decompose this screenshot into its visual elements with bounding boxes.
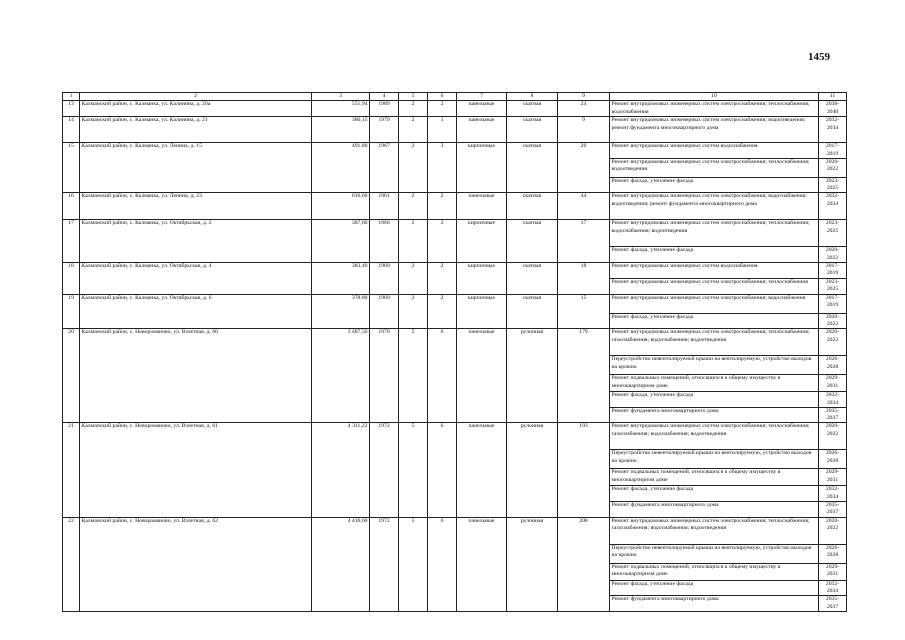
record-number: 20 [63,329,80,423]
total-area: 551,94 [312,101,370,117]
column-number-row [63,93,847,101]
repair-period: 2026-2028 [819,450,847,469]
entrances-count: 2 [428,294,457,329]
repair-period: 2023-2025 [819,220,847,247]
repair-work: Ремонт внутридомовых инженерных систем электроснабжения; водоснабжения [610,294,819,313]
header-cell: 6 [428,93,457,101]
roof-type: скатная [507,193,558,220]
repair-period: 2038-2040 [819,101,847,117]
residents-count: 208 [558,517,610,611]
repair-work: Ремонт внутридомовых инженерных систем водоснабжения [610,143,819,159]
build-year: 1972 [370,423,399,517]
residents-count: 17 [558,220,610,263]
repair-period: 2026-2028 [819,356,847,375]
wall-material: панельные [457,329,507,423]
repair-work: Ремонт подвальных помещений, относящихся к общему имуществу в многоквартирном доме [610,563,819,580]
entrances-count: 2 [428,263,457,295]
repair-work: Ремонт фасада, утепление фасада [610,580,819,596]
repair-period: 2035-2037 [819,502,847,518]
repair-work: Ремонт фундамента многоквартирного дома [610,596,819,612]
roof-type: скатная [507,117,558,143]
floors-count: 5 [399,329,428,423]
repair-work: Ремонт фундамента многоквартирного дома [610,502,819,518]
record-number: 15 [63,143,80,193]
entrances-count: 3 [428,143,457,193]
total-area: 3 487,50 [312,329,370,423]
repair-work: Ремонт внутридомовых инженерных систем электроснабжения; теплоснабжения; газоснабжения; водоснабжения; водоотведения [610,423,819,450]
header-cell: 7 [457,93,507,101]
residents-count: 18 [558,263,610,295]
record-number: 17 [63,220,80,263]
house-address: Калманский район, с. Калманка, ул. Калинина, д. 21 [80,117,312,143]
record-number: 16 [63,193,80,220]
repair-period: 2020-2022 [819,247,847,263]
house-address: Калманский район, с. Калманка, ул. Калинина, д. 20а [80,101,312,117]
repair-period: 2017-2019 [819,294,847,313]
table-row [63,193,847,220]
table-row [63,101,847,117]
entrances-count: 6 [428,517,457,611]
header-cell: 8 [507,93,558,101]
header-cell: 11 [819,93,847,101]
build-year: 1989 [370,101,399,117]
table-row [63,329,847,356]
repair-work: Ремонт внутридомовых инженерных систем водоснабжения [610,263,819,279]
repair-work: Ремонт фасада, утепление фасада [610,247,819,263]
repair-work: Ремонт фасада, утепление фасада [610,486,819,502]
build-year: 1967 [370,143,399,193]
repair-work: Переустройство невентилируемой крыши на вентилируемую, устройство выходов на кровлю [610,544,819,563]
floors-count: 2 [399,193,428,220]
build-year: 1970 [370,329,399,423]
repair-period: 2017-2019 [819,143,847,159]
repair-period: 2032-2034 [819,392,847,408]
repair-period: 2020-2022 [819,313,847,329]
record-number: 22 [63,517,80,611]
roof-type: скатная [507,101,558,117]
repair-period: 2026-2028 [819,544,847,563]
total-area: 491,80 [312,143,370,193]
repair-period: 2032-2034 [819,117,847,143]
record-number: 13 [63,101,80,117]
header-cell: 10 [610,93,819,101]
repair-work: Ремонт подвальных помещений, относящихся к общему имуществу в многоквартирном доме [610,469,819,486]
floors-count: 2 [399,294,428,329]
wall-material: кирпичные [457,294,507,329]
build-year: 1961 [370,193,399,220]
table-row [63,143,847,159]
house-address: Калманский район, с. Новороманово, ул. Взлетная, д. 60 [80,329,312,423]
repair-period: 2020-2022 [819,158,847,177]
house-address: Калманский район, с. Калманка, ул. Ленина, д. 23 [80,193,312,220]
build-year: 1972 [370,517,399,611]
floors-count: 2 [399,143,428,193]
header-cell: 3 [312,93,370,101]
total-area: 378,80 [312,294,370,329]
total-area: 4 416,60 [312,517,370,611]
header-cell: 9 [558,93,610,101]
wall-material: панельные [457,117,507,143]
house-address: Калманский район, с. Калманка, ул. Октябрьская, д. 2 [80,220,312,263]
housing-register-table [62,92,847,612]
entrances-count: 2 [428,220,457,263]
repair-work: Ремонт внутридомовых инженерных систем электроснабжения; теплоснабжения; газоснабжения; водоснабжения; водоотведения [610,517,819,544]
wall-material: панельные [457,517,507,611]
table-row [63,263,847,279]
repair-work: Переустройство невентилируемой крыши на вентилируемую, устройство выходов на кровлю [610,450,819,469]
header-cell: 4 [370,93,399,101]
build-year: 1960 [370,263,399,295]
repair-period: 2032-2034 [819,580,847,596]
record-number: 18 [63,263,80,295]
residents-count: 44 [558,193,610,220]
roof-type: рулонная [507,517,558,611]
repair-work: Ремонт фасада, утепление фасада [610,313,819,329]
house-address: Калманский район, с. Калманка, ул. Октябрьская, д. 4 [80,263,312,295]
header-cell: 1 [63,93,80,101]
total-area: 616,60 [312,193,370,220]
build-year: 1960 [370,294,399,329]
repair-period: 2020-2022 [819,329,847,356]
record-number: 19 [63,294,80,329]
total-area: 387,60 [312,220,370,263]
entrances-count: 2 [428,101,457,117]
repair-work: Ремонт подвальных помещений, относящихся к общему имуществу в многоквартирном доме [610,375,819,392]
repair-period: 2029-2031 [819,375,847,392]
repair-work: Ремонт внутридомовых инженерных систем электроснабжения; теплоснабжения; водоснабжения [610,101,819,117]
table-row [63,517,847,544]
build-year: 1960 [370,220,399,263]
house-address: Калманский район, с. Новороманово, ул. Взлетная, д. 62 [80,517,312,611]
page-number: 1459 [808,51,830,63]
residents-count: 179 [558,329,610,423]
repair-period: 2020-2022 [819,517,847,544]
repair-work: Ремонт внутридомовых инженерных систем электроснабжения; водоснабжения; водоотведения; ремонт фундамента многоквартирного дома [610,193,819,220]
total-area: 4 311,22 [312,423,370,517]
repair-work: Ремонт фасада, утепление фасада [610,177,819,193]
wall-material: кирпичные [457,263,507,295]
table-row [63,423,847,450]
total-area: 383,40 [312,263,370,295]
residents-count: 9 [558,117,610,143]
roof-type: скатная [507,294,558,329]
residents-count: 193 [558,423,610,517]
wall-material: кирпичные [457,220,507,263]
entrances-count: 6 [428,423,457,517]
residents-count: 15 [558,294,610,329]
register-body [63,93,847,612]
entrances-count: 6 [428,329,457,423]
floors-count: 5 [399,517,428,611]
repair-period: 2029-2031 [819,469,847,486]
repair-period: 2032-2034 [819,486,847,502]
floors-count: 5 [399,423,428,517]
total-area: 380,15 [312,117,370,143]
house-address: Калманский район, с. Новороманово, ул. Взлетная, д. 61 [80,423,312,517]
repair-period: 2035-2037 [819,596,847,612]
repair-period: 2035-2037 [819,407,847,423]
entrances-count: 2 [428,193,457,220]
entrances-count: 1 [428,117,457,143]
floors-count: 2 [399,117,428,143]
repair-work: Ремонт фундамента многоквартирного дома [610,407,819,423]
table-row [63,294,847,313]
roof-type: рулонная [507,423,558,517]
repair-work: Ремонт внутридомовых инженерных систем электроснабжения; теплоснабжения; водоснабжения; водоотведения [610,220,819,247]
record-number: 21 [63,423,80,517]
roof-type: рулонная [507,329,558,423]
repair-work: Ремонт внутридомовых инженерных систем электроснабжения; теплоснабжения [610,278,819,294]
house-address: Калманский район, с. Калманка, ул. Ленина, д. 15 [80,143,312,193]
repair-period: 2032-2034 [819,193,847,220]
repair-work: Ремонт фасада, утепление фасада [610,392,819,408]
header-cell: 2 [80,93,312,101]
residents-count: 24 [558,101,610,117]
build-year: 1979 [370,117,399,143]
table-row [63,117,847,143]
repair-period: 2029-2031 [819,563,847,580]
table-row [63,220,847,247]
roof-type: скатная [507,263,558,295]
floors-count: 2 [399,101,428,117]
floors-count: 2 [399,220,428,263]
repair-work: Переустройство невентилируемой крыши на вентилируемую, устройство выходов на кровлю [610,356,819,375]
roof-type: скатная [507,143,558,193]
wall-material: панельные [457,193,507,220]
repair-work: Ремонт внутридомовых инженерных систем электроснабжения; теплоснабжения; водоотведения [610,158,819,177]
repair-period: 2020-2022 [819,423,847,450]
wall-material: кирпичные [457,143,507,193]
floors-count: 2 [399,263,428,295]
roof-type: скатная [507,220,558,263]
repair-period: 2023-2025 [819,278,847,294]
repair-period: 2023-2025 [819,177,847,193]
wall-material: панельные [457,423,507,517]
residents-count: 26 [558,143,610,193]
wall-material: панельные [457,101,507,117]
record-number: 14 [63,117,80,143]
house-address: Калманский район, с. Калманка, ул. Октябрьская, д. 6 [80,294,312,329]
header-cell: 5 [399,93,428,101]
repair-period: 2017-2019 [819,263,847,279]
repair-work: Ремонт внутридомовых инженерных систем электроснабжения; водоотведения; ремонт фундамента многоквартирного дома [610,117,819,143]
repair-work: Ремонт внутридомовых инженерных систем электроснабжения; теплоснабжения; газоснабжения; водоснабжения; водоотведения [610,329,819,356]
